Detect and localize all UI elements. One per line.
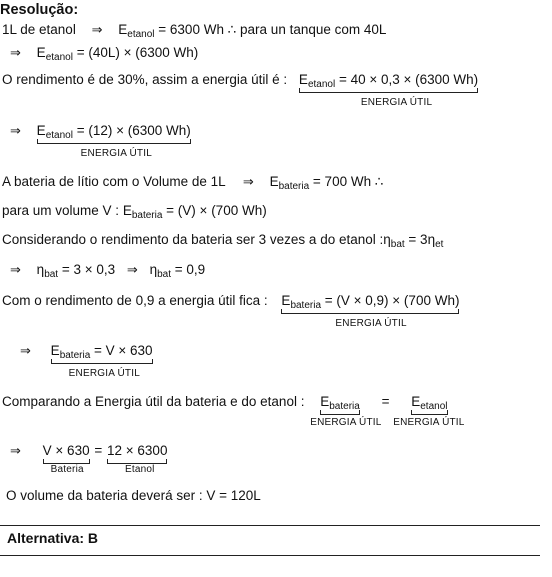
energy-etanol-symbol: E [36,45,46,60]
line-3-text-c: = 40 × 0,3 × (6300 Wh) [335,72,479,87]
line-1 [2,21,386,39]
energy-etanol-subscript: etanol [307,79,336,90]
equals-sign: = [381,394,390,409]
line-9-text-a: Com o rendimento de 0,9 a energia útil fica : [2,293,268,308]
energy-etanol-symbol: E [36,123,46,138]
eta-bat-subscript: bat [390,239,405,250]
underbrace-energia-util [298,71,479,108]
equals-sign: = [94,443,103,458]
underbrace-bateria [42,442,90,475]
implies-arrow: ⇒ [10,262,21,277]
line-4-text-b: = (12) × (6300 Wh) [72,123,191,138]
answer-label: Alternativa: B [7,530,99,546]
energy-bateria-symbol: E [320,394,330,409]
energy-bateria-symbol: E [269,174,279,189]
line-3-text-a: O rendimento é de 30%, assim a energia útil é : [2,72,288,87]
line-9-text-c: = (V × 0,9) × (700 Wh) [321,293,460,308]
eta-bat-symbol: η [149,262,158,277]
implies-arrow: ⇒ [10,443,21,458]
answer-top-rule [0,525,540,526]
line-6-text-c: = (V) × (700 Wh) [162,203,267,218]
line-9 [2,292,460,329]
line-3 [2,71,479,108]
energy-bateria-subscript: bateria [131,210,163,221]
underbrace-label: ENERGIA ÚTIL [335,318,407,329]
line-7-text-c: = 3η [404,232,436,247]
underbrace-energia-util-etanol [393,393,465,428]
solution-title: Resolução: [0,2,79,18]
underbrace-label: ENERGIA ÚTIL [310,417,382,428]
energy-etanol-symbol: E [298,72,308,87]
energy-bateria-subscript: bateria [329,401,360,412]
energy-etanol-symbol: E [118,22,128,37]
underbrace-label: Bateria [50,464,84,475]
line-11-text-a: Comparando a Energia útil da bateria e do etanol : [2,394,305,409]
energy-bateria-symbol: E [50,343,60,358]
energy-etanol-subscript: etanol [420,401,448,412]
answer-bottom-rule [0,555,540,556]
energy-bateria-subscript: bateria [290,300,322,311]
line-8-text-d: = 0,9 [171,262,206,277]
line-4 [10,122,191,159]
underbrace-label: ENERGIA ÚTIL [393,417,465,428]
line-1-text-a: 1L de etanol [2,22,76,37]
line-1-text-c: = 6300 Wh ∴ para un tanque com 40L [154,22,387,37]
line-8 [10,261,205,279]
implies-arrow: ⇒ [20,343,31,358]
underbrace-etanol [107,442,168,475]
line-2 [10,44,198,62]
eta-bat-symbol: η [383,232,391,247]
energy-etanol-symbol: E [411,394,421,409]
underbrace-label: ENERGIA ÚTIL [80,148,152,159]
underbrace-energia-util [281,292,460,329]
line-5-text-a: A bateria de lítio com o Volume de 1L [2,174,226,189]
implies-arrow: ⇒ [126,262,138,277]
energy-bateria-symbol: E [122,203,132,218]
implies-arrow: ⇒ [91,22,103,37]
line-6 [2,202,267,220]
implies-arrow: ⇒ [10,45,21,60]
line-5 [2,173,383,191]
line-7 [2,231,443,249]
underbrace-label: ENERGIA ÚTIL [68,368,140,379]
eta-bat-subscript: bat [157,269,171,280]
line-11 [2,393,465,428]
line-6-text-a: para um volume V : [2,203,120,218]
line-8-text-b: = 3 × 0,3 [58,262,116,277]
line-13 [6,487,261,505]
underbrace-energia-util [36,122,191,159]
implies-arrow: ⇒ [10,123,21,138]
underbrace-energia-util [50,342,153,379]
energy-etanol-subscript: etanol [45,52,73,63]
underbrace-label: ENERGIA ÚTIL [360,97,433,108]
line-12-text-b: 12 × 6300 [107,443,168,458]
energy-etanol-subscript: etanol [127,29,155,40]
implies-arrow: ⇒ [242,174,254,189]
energy-etanol-subscript: etanol [45,130,73,141]
energy-bateria-subscript: bateria [278,181,310,192]
line-12 [10,442,168,475]
line-2-text-b: = (40L) × (6300 Wh) [72,45,199,60]
line-7-text-a: Considerando o rendimento da bateria ser 3 vezes a do etanol : [2,232,384,247]
line-5-text-c: = 700 Wh ∴ [309,174,384,189]
eta-et-subscript: et [435,239,444,250]
eta-bat-subscript: bat [44,269,59,280]
underbrace-energia-util-bateria [310,393,382,428]
line-12-text-a: V × 630 [42,443,90,458]
underbrace-label: Etanol [125,464,155,475]
eta-bat-symbol: η [36,262,45,277]
energy-bateria-symbol: E [281,293,291,308]
energy-bateria-subscript: bateria [59,350,91,361]
line-10 [20,342,153,379]
line-10-text-b: = V × 630 [90,343,153,358]
conclusion-text: O volume da bateria deverá ser : V = 120L [6,488,261,503]
